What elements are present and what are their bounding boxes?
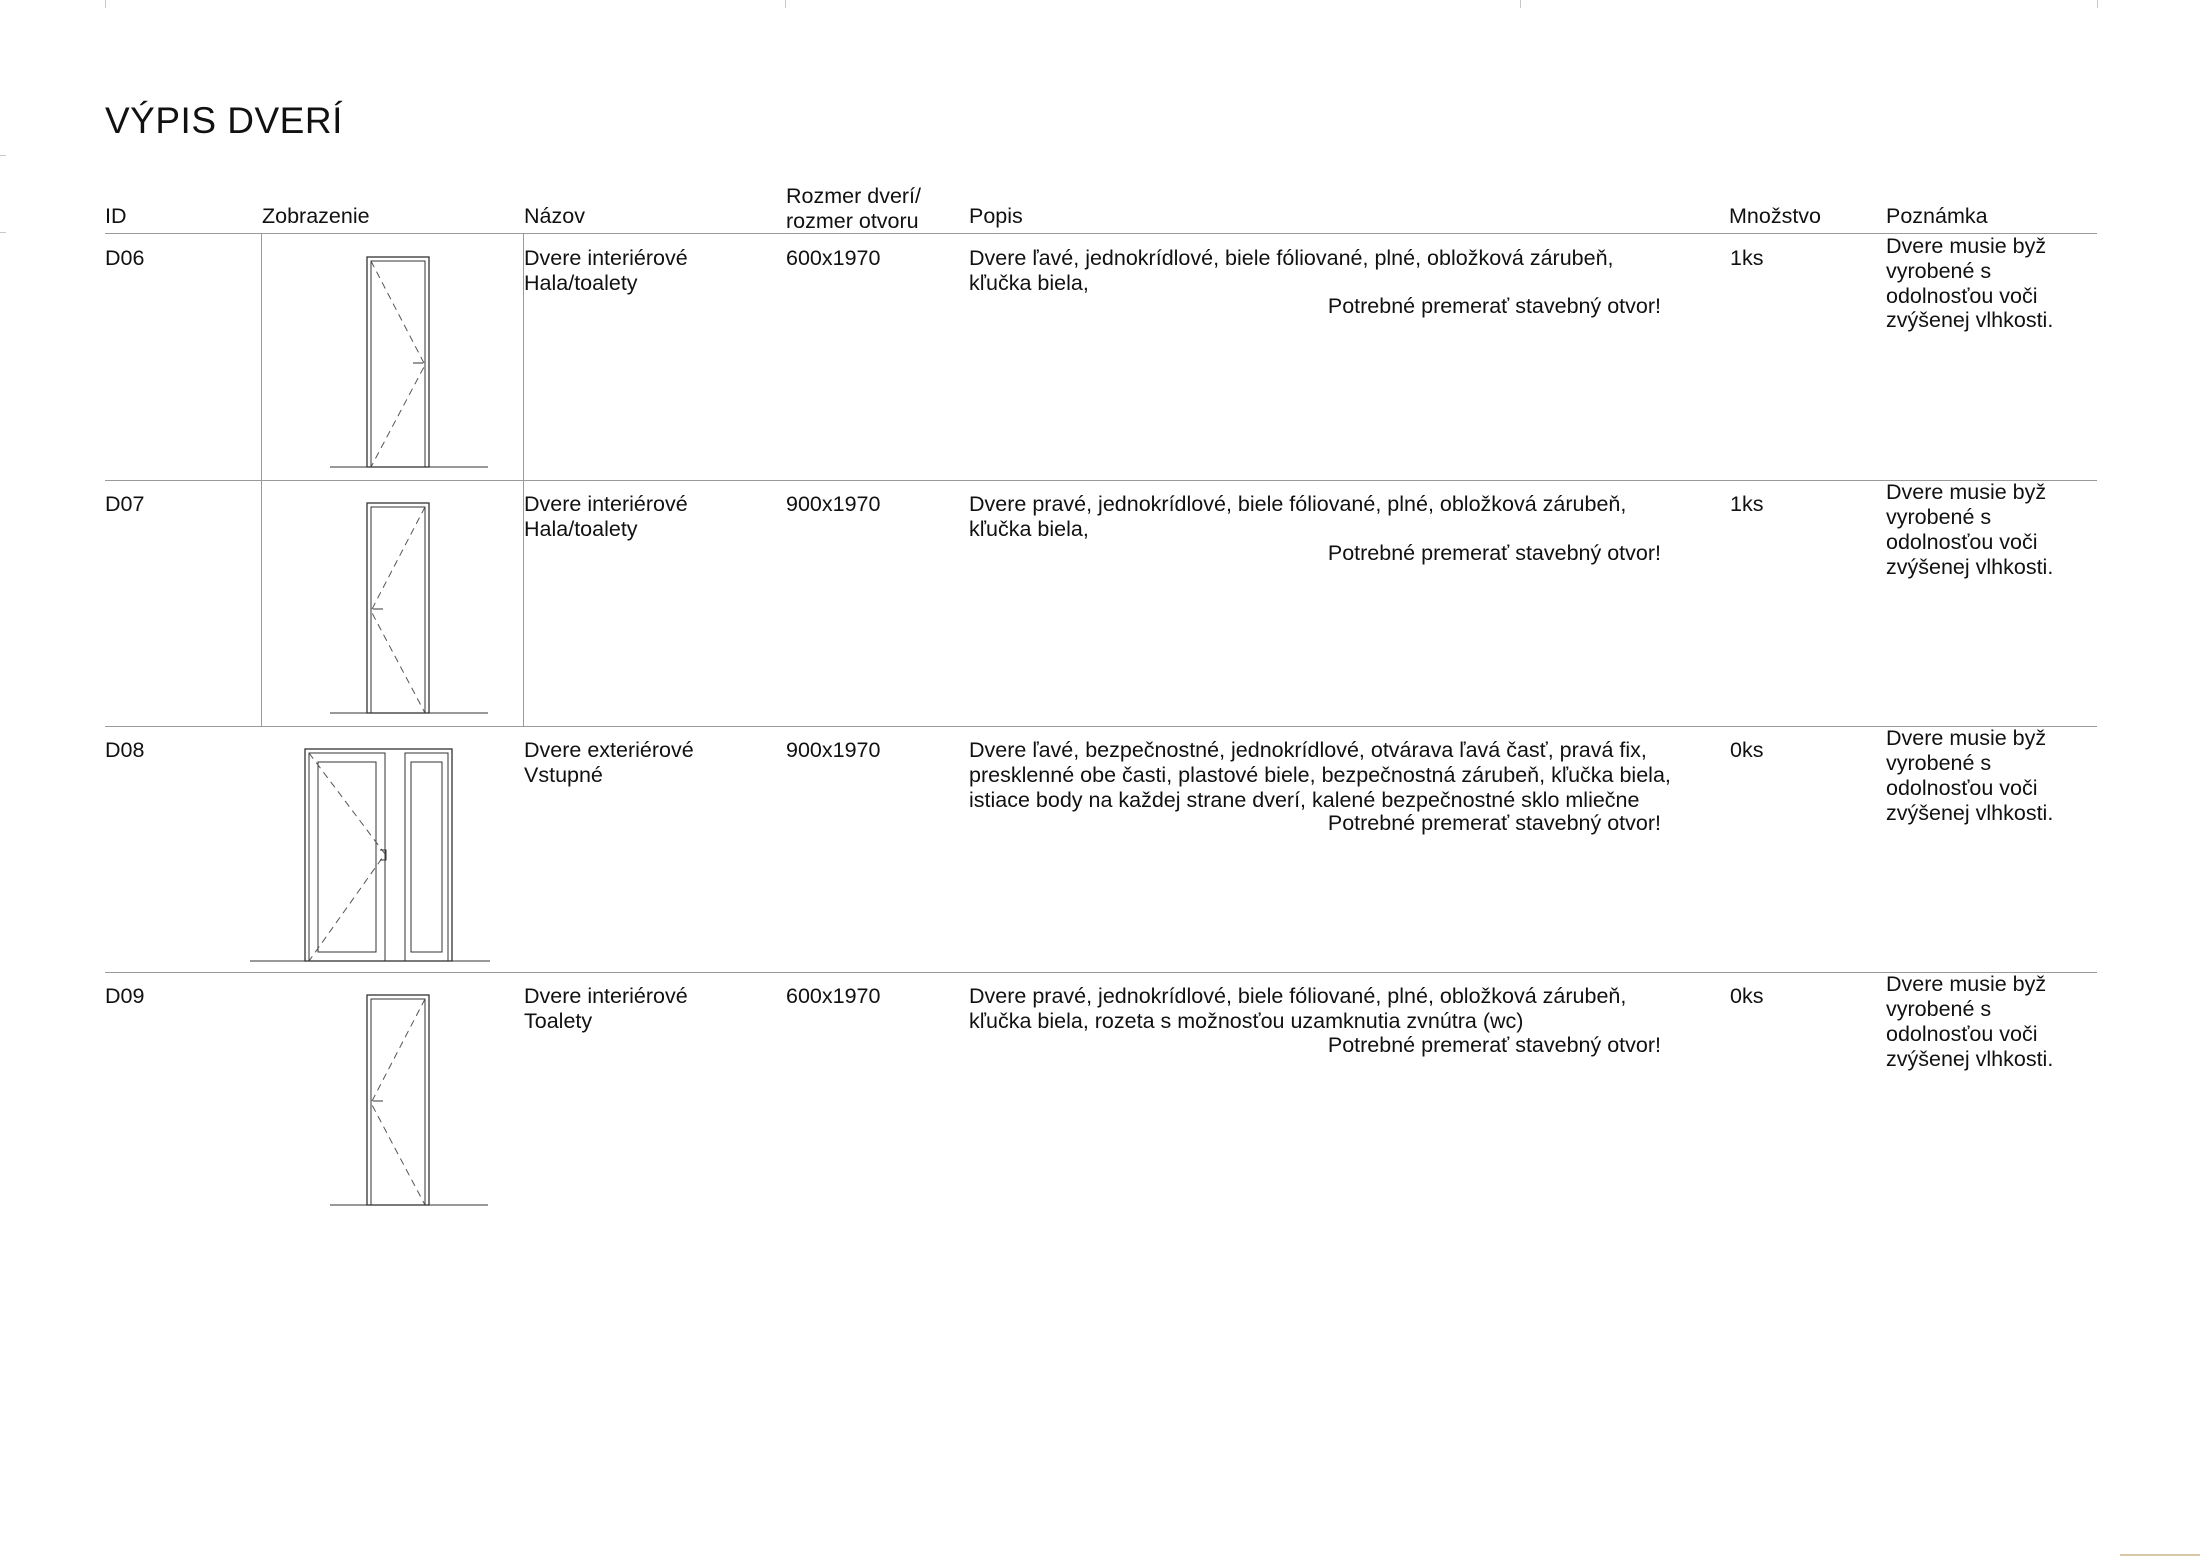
row-name-line2: Hala/toalety <box>524 271 638 295</box>
row-quantity: 1ks <box>1730 492 1764 516</box>
row-size: 900x1970 <box>786 492 881 516</box>
row-note-line: zvýšenej vlhkosti. <box>1886 555 2054 579</box>
header-name: Názov <box>524 204 585 228</box>
column-divider <box>261 233 262 726</box>
row-description-line: kľučka biela, <box>969 271 1089 295</box>
row-quantity: 0ks <box>1730 984 1764 1008</box>
row-size: 600x1970 <box>786 246 881 270</box>
header-size-line1: Rozmer dverí/ <box>786 184 922 208</box>
row-description-line: kľučka biela, <box>969 517 1089 541</box>
header-view: Zobrazenie <box>262 204 370 228</box>
row-name-line1: Dvere interiérové <box>524 246 688 270</box>
row-name-line2: Toalety <box>524 1009 593 1033</box>
row-note-line: odolnosťou voči <box>1886 776 2038 800</box>
door-elevation-left-icon <box>330 255 490 470</box>
row-size: 600x1970 <box>786 984 881 1008</box>
row-note-line: vyrobené s <box>1886 997 1992 1021</box>
row-name-line2: Vstupné <box>524 763 603 787</box>
row-note-line: Dvere musie byž <box>1886 972 2047 996</box>
door-elevation-right-icon <box>330 501 490 716</box>
row-note-line: Dvere musie byž <box>1886 726 2047 750</box>
row-id: D08 <box>105 738 145 762</box>
trim-mark <box>2097 0 2098 8</box>
row-description-warning: Potrebné premerať stavebný otvor! <box>1327 541 1661 565</box>
row-quantity: 1ks <box>1730 246 1764 270</box>
row-note-line: odolnosťou voči <box>1886 530 2038 554</box>
row-note-line: zvýšenej vlhkosti. <box>1886 801 2054 825</box>
trim-mark <box>785 0 786 8</box>
trim-mark <box>105 0 106 8</box>
row-description-line: istiace body na každej strane dverí, kalené bezpečnostné sklo mliečne <box>969 788 1640 812</box>
row-divider <box>105 480 2097 481</box>
row-name-line1: Dvere interiérové <box>524 492 688 516</box>
row-description-line: Dvere ľavé, jednokrídlové, biele fóliované, plné, obložková zárubeň, <box>969 246 1614 270</box>
column-divider <box>523 233 524 726</box>
row-note-line: odolnosťou voči <box>1886 284 2038 308</box>
row-id: D09 <box>105 984 145 1008</box>
page-title: VÝPIS DVERÍ <box>105 100 343 141</box>
row-description-line: Dvere ľavé, bezpečnostné, jednokrídlové, otvárava ľavá časť, pravá fix, <box>969 738 1647 762</box>
trim-mark <box>0 232 6 233</box>
header-id: ID <box>105 204 127 228</box>
row-description-warning: Potrebné premerať stavebný otvor! <box>1327 294 1661 318</box>
row-name-line1: Dvere exteriérové <box>524 738 694 762</box>
row-note-line: Dvere musie byž <box>1886 234 2047 258</box>
door-elevation-right-icon <box>330 993 490 1208</box>
row-note-line: zvýšenej vlhkosti. <box>1886 1047 2054 1071</box>
row-description-line: kľučka biela, rozeta s možnosťou uzamknutia zvnútra (wc) <box>969 1009 1524 1033</box>
row-divider <box>105 972 2097 973</box>
row-name-line2: Hala/toalety <box>524 517 638 541</box>
trim-mark <box>0 155 6 156</box>
header-divider <box>105 233 2097 234</box>
row-size: 900x1970 <box>786 738 881 762</box>
row-description-warning: Potrebné premerať stavebný otvor! <box>1327 1033 1661 1057</box>
row-description-warning: Potrebné premerať stavebný otvor! <box>1327 811 1661 835</box>
row-note-line: vyrobené s <box>1886 259 1992 283</box>
trim-mark <box>1520 0 1521 8</box>
row-note-line: vyrobené s <box>1886 751 1992 775</box>
row-description-line: Dvere pravé, jednokrídlové, biele fóliované, plné, obložková zárubeň, <box>969 984 1627 1008</box>
row-name-line1: Dvere interiérové <box>524 984 688 1008</box>
row-note-line: Dvere musie byž <box>1886 480 2047 504</box>
row-divider <box>105 726 2097 727</box>
row-description-line: presklenné obe časti, plastové biele, bezpečnostná zárubeň, kľučka biela, <box>969 763 1671 787</box>
row-id: D07 <box>105 492 145 516</box>
entrance-door-with-sidelight-icon <box>250 746 495 964</box>
header-size-line2: rozmer otvoru <box>786 209 919 233</box>
header-quantity: Množstvo <box>1729 204 1822 228</box>
header-description: Popis <box>969 204 1023 228</box>
row-note-line: vyrobené s <box>1886 505 1992 529</box>
row-note-line: odolnosťou voči <box>1886 1022 2038 1046</box>
row-id: D06 <box>105 246 145 270</box>
row-quantity: 0ks <box>1730 738 1764 762</box>
row-note-line: zvýšenej vlhkosti. <box>1886 308 2054 332</box>
header-note: Poznámka <box>1886 204 1988 228</box>
row-description-line: Dvere pravé, jednokrídlové, biele fóliované, plné, obložková zárubeň, <box>969 492 1627 516</box>
